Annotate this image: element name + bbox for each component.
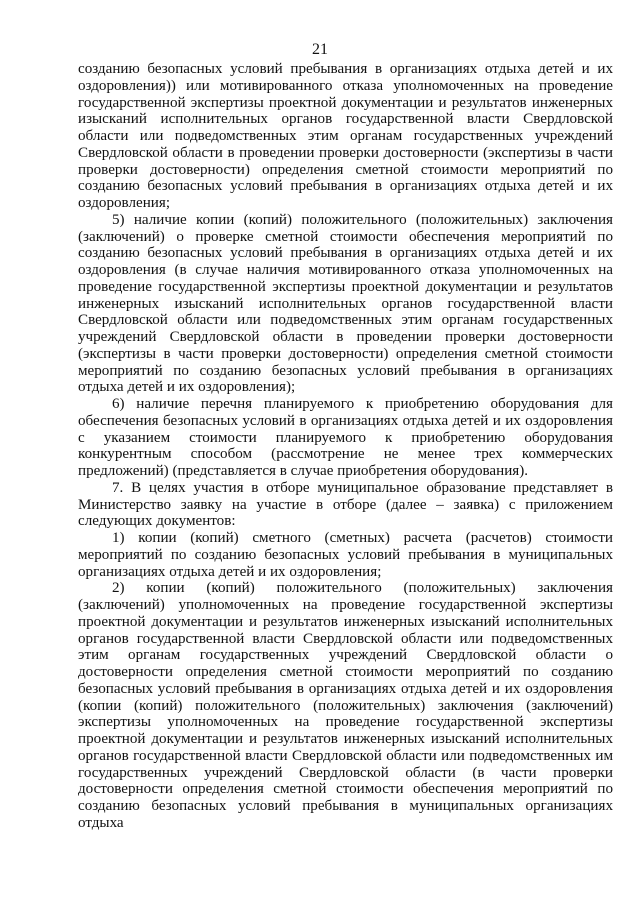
paragraph-document-2: 2) копии (копий) положительного (положительных) заключения (заключений) уполномоченных на проведение государственной экспертизы проектной документации и результатов инженерных изысканий исполнительных органов государственной власти Свердловской области или подведомственных этим органам государственных учреждений Свердловской области о достоверности определения сметной стоимости мероприятий по созданию безопасных условий пребывания в организациях отдыха детей и их оздоровления (копии (копий) положительного (положительных) заключения (заключений) экспертизы уполномоченных на проведение государственной экспертизы проектной документации и результатов инженерных изысканий исполнительных органов государственной власти Свердловской области или подведомственных им государственных учреждений Свердловской области (в части проверки достоверности определения сметной стоимости обеспечения мероприятий по созданию безопасных условий пребывания в муниципальных организациях отдыха	[78, 580, 613, 831]
paragraph-item-5: 5) наличие копии (копий) положительного (положительных) заключения (заключений) о проверке сметной стоимости обеспечения мероприятий по созданию безопасных условий пребывания в организациях отдыха детей и их оздоровления (в случае наличия мотивированного отказа уполномоченных на проведение государственной экспертизы проектной документации и результатов инженерных изысканий исполнительных органов государственной власти Свердловской области или подведомственных этим органам государственных учреждений Свердловской области в проведении проверки достоверности (экспертизы в части проверки достоверности) определения сметной стоимости мероприятий по созданию безопасных условий пребывания в организациях отдыха детей и их оздоровления);	[78, 211, 613, 396]
document-body	[78, 61, 613, 832]
paragraph-continuation: созданию безопасных условий пребывания в организациях отдыха детей и их оздоровления)) или мотивированного отказа уполномоченных на проведение государственной экспертизы проектной документации и результатов инженерных изысканий исполнительных органов государственной власти Свердловской области или подведомственных этим органам государственных учреждений Свердловской области в проведении проверки достоверности (экспертизы в части проверки достоверности) определения сметной стоимости мероприятий по созданию безопасных условий пребывания в организациях отдыха детей и их оздоровления;	[78, 61, 613, 211]
paragraph-item-6: 6) наличие перечня планируемого к приобретению оборудования для обеспечения безопасных условий в организациях отдыха детей и их оздоровления с указанием стоимости планируемого к приобретению оборудования конкурентным способом (рассмотрение не менее трех коммерческих предложений) (представляется в случае приобретения оборудования).	[78, 396, 613, 479]
paragraph-document-1: 1) копии (копий) сметного (сметных) расчета (расчетов) стоимости мероприятий по созданию безопасных условий пребывания в муниципальных организациях отдыха детей и их оздоровления;	[78, 530, 613, 580]
page-number: 21	[312, 41, 328, 58]
paragraph-clause-7: 7. В целях участия в отборе муниципальное образование представляет в Министерство заявку на участие в отборе (далее – заявка) с приложением следующих документов:	[78, 479, 613, 530]
